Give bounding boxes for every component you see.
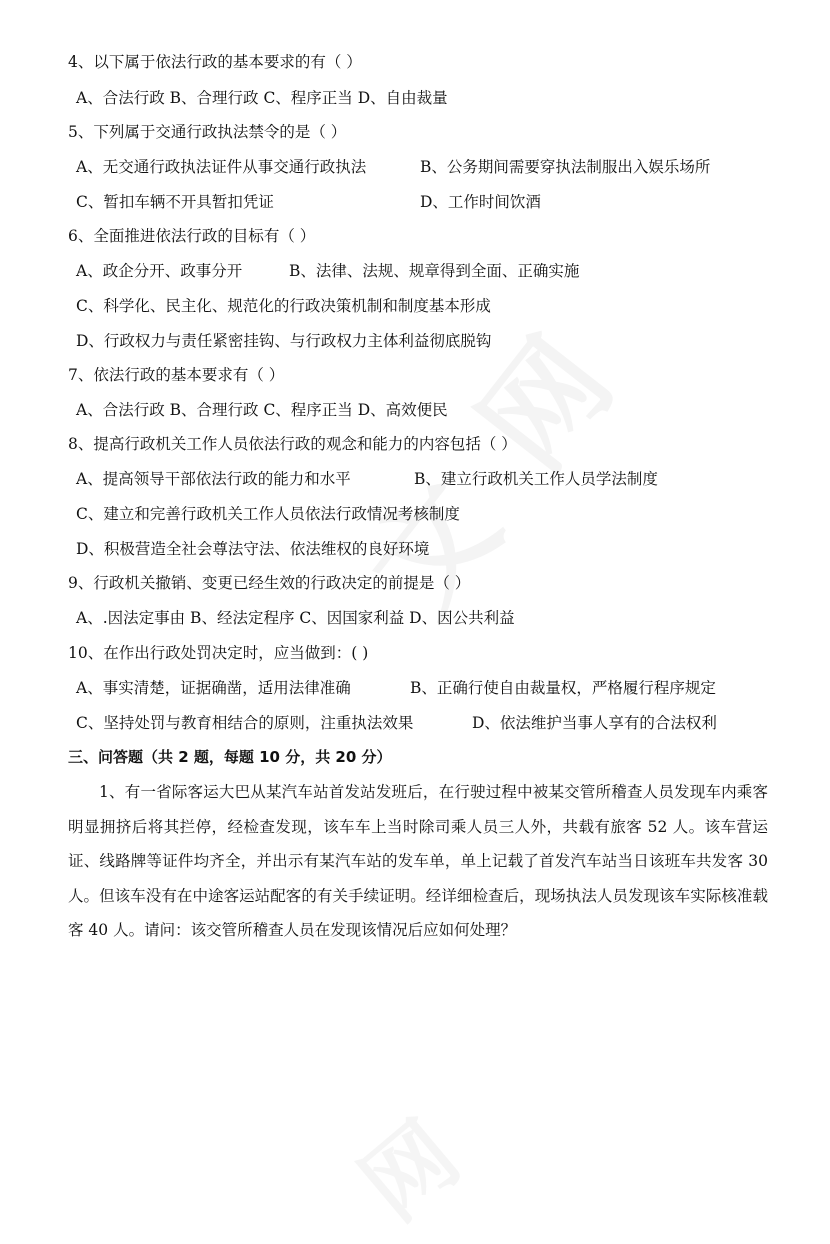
question-4-stem: 4、以下属于依法行政的基本要求的有（ ）: [68, 53, 362, 71]
question-9-stem: 9、行政机关撤销、变更已经生效的行政决定的前提是（ ）: [68, 574, 471, 592]
watermark-bottom: [329, 1086, 482, 1243]
question-7-stem: 7、依法行政的基本要求有（ ）: [68, 366, 285, 384]
question-10-option-d: D、依法维护当事人享有的合法权利: [472, 714, 717, 732]
question-6-option-c: C、科学化、民主化、规范化的行政决策机制和制度基本形成: [76, 297, 491, 315]
question-10-stem: 10、在作出行政处罚决定时，应当做到：( ): [68, 644, 369, 662]
question-4-options: A、合法行政 B、合理行政 C、程序正当 D、自由裁量: [76, 89, 448, 107]
question-8-option-a: A、提高领导干部依法行政的能力和水平: [76, 470, 351, 488]
question-6-option-b: B、法律、法规、规章得到全面、正确实施: [289, 262, 580, 280]
question-7-options: A、合法行政 B、合理行政 C、程序正当 D、高效便民: [76, 401, 448, 419]
essay-question-1: 1、有一省际客运大巴从某汽车站首发站发班后，在行驶过程中被某交管所稽查人员发现车内乘客明显拥挤后将其拦停，经检查发现，该车车上当时除司乘人员三人外，共载有旅客 52 人。该车营运证、线路牌等证件均齐全，并出示有某汽车站的发车单，单上记载了首发汽车站当日该班车共发客 30 人。但该车没有在中途客运站配客的有关手续证明。经详细检查后，现场执法人员发现该车实际核准载客 40 人。请问：该交管所稽查人员在发现该情况后应如何处理？: [68, 783, 768, 939]
question-8-option-c: C、建立和完善行政机关工作人员依法行政情况考核制度: [76, 505, 460, 523]
question-10-option-c: C、坚持处罚与教育相结合的原则，注重执法效果: [76, 714, 414, 732]
question-6-stem: 6、全面推进依法行政的目标有（ ）: [68, 227, 316, 245]
question-10-option-b: B、正确行使自由裁量权，严格履行程序规定: [410, 679, 716, 697]
question-5-option-b: B、公务期间需要穿执法制服出入娱乐场所: [420, 158, 711, 176]
question-5-option-c: C、暂扣车辆不开具暂扣凭证: [76, 193, 274, 211]
question-6-option-a: A、政企分开、政事分开: [76, 262, 243, 280]
question-10-option-a: A、事实清楚，证据确凿，适用法律准确: [76, 679, 351, 697]
question-6-option-d: D、行政权力与责任紧密挂钩、与行政权力主体利益彻底脱钩: [76, 332, 492, 350]
question-5-stem: 5、下列属于交通行政执法禁令的是（ ）: [68, 123, 347, 141]
question-8-option-d: D、积极营造全社会尊法守法、依法维权的良好环境: [76, 540, 430, 558]
question-8-stem: 8、提高行政机关工作人员依法行政的观念和能力的内容包括（ ）: [68, 435, 517, 453]
section-3-title: 三、问答题（共 2 题，每题 10 分，共 20 分）: [68, 748, 392, 766]
question-8-option-b: B、建立行政机关工作人员学法制度: [414, 470, 658, 488]
question-5-option-d: D、工作时间饮酒: [420, 193, 541, 211]
question-5-option-a: A、无交通行政执法证件从事交通行政执法: [76, 158, 367, 176]
question-9-options: A、.因法定事由 B、经法定程序 C、因国家利益 D、因公共利益: [76, 609, 515, 627]
